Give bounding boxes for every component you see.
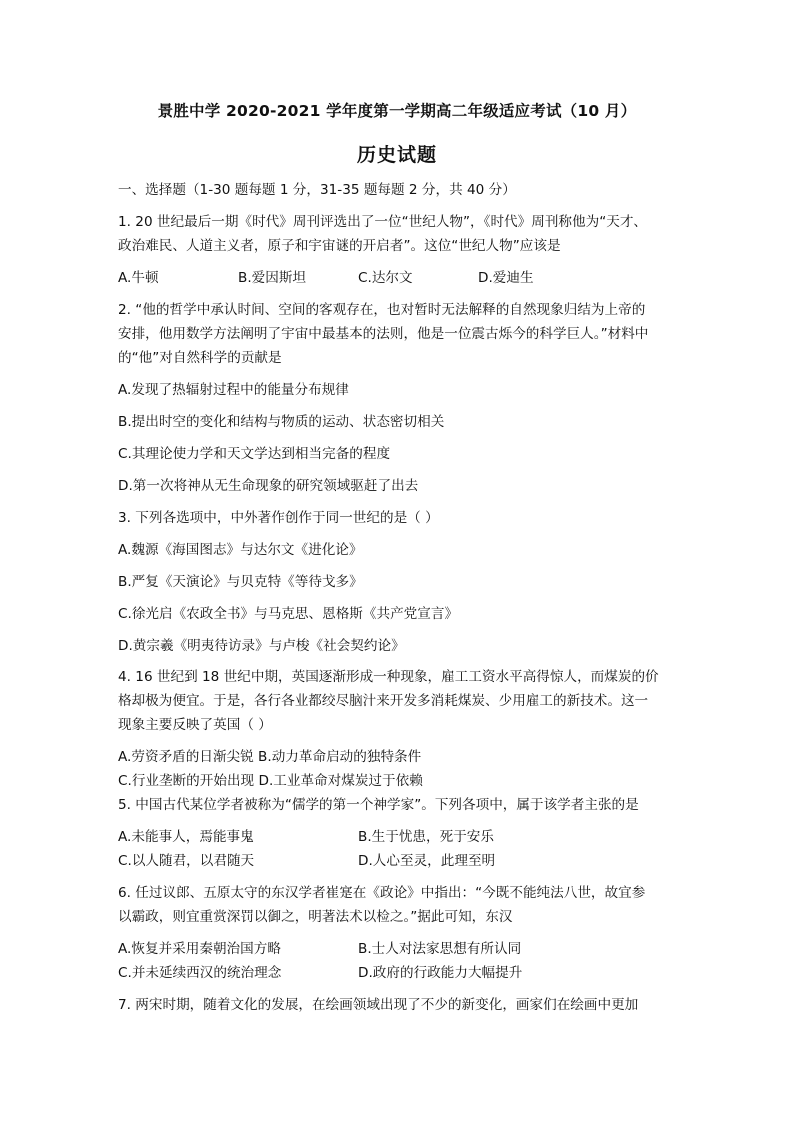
q1-option-a: A.牛顿 xyxy=(118,270,159,286)
q5-option-b: B.生于忧患，死于安乐 xyxy=(358,829,494,845)
q2-option-b: B.提出时空的变化和结构与物质的运动、状态密切相关 xyxy=(118,414,445,430)
q4-stem-line2: 格却极为便宜。于是，各行各业都绞尽脑汁来开发多消耗煤炭、少用雇工的新技术。这一 xyxy=(118,693,649,709)
q6-stem-line1: 6. 任过议郎、五原太守的东汉学者崔寔在《政论》中指出：“今既不能纯法八世，故宜参 xyxy=(118,885,646,901)
q1-stem-line2: 政治难民、人道主义者，原子和宇宙谜的开启者”。这位“世纪人物”应该是 xyxy=(118,238,561,254)
q7-stem-line1: 7. 两宋时期，随着文化的发展，在绘画领域出现了不少的新变化，画家们在绘画中更加 xyxy=(118,997,639,1013)
q2-option-c: C.其理论使力学和天文学达到相当完备的程度 xyxy=(118,446,391,462)
q1-option-d: D.爱迪生 xyxy=(478,270,534,286)
q6-option-d: D.政府的行政能力大幅提升 xyxy=(358,965,523,981)
q6-options-row2 xyxy=(118,964,678,982)
q1-option-b: B.爱因斯坦 xyxy=(238,270,307,286)
q2-option-a: A.发现了热辐射过程中的能量分布规律 xyxy=(118,382,349,398)
q4-options-cd: C.行业垄断的开始出现 D.工业革命对煤炭过于依赖 xyxy=(118,773,423,789)
q5-stem-line1: 5. 中国古代某位学者被称为“儒学的第一个神学家”。下列各项中，属于该学者主张的是 xyxy=(118,797,639,813)
q4-stem-line1: 4. 16 世纪到 18 世纪中期，英国逐渐形成一种现象，雇工工资水平高得惊人，而煤炭的价 xyxy=(118,669,659,685)
q5-option-c: C.以人随君，以君随天 xyxy=(118,853,255,869)
q3-option-b: B.严复《天演论》与贝克特《等待戈多》 xyxy=(118,574,363,590)
exam-title: 景胜中学 2020-2021 学年度第一学期高二年级适应考试（10 月） xyxy=(157,102,637,120)
q6-option-b: B.士人对法家思想有所认同 xyxy=(358,941,522,957)
q6-options-row1 xyxy=(118,940,678,958)
q2-option-d: D.第一次将神从无生命现象的研究领域驱赶了出去 xyxy=(118,478,419,494)
q2-stem-line2: 安排，他用数学方法阐明了宇宙中最基本的法则，他是一位震古烁今的科学巨人。”材料中 xyxy=(118,326,649,342)
q5-options-row1 xyxy=(118,828,678,846)
q1-options xyxy=(118,269,678,287)
q3-option-a: A.魏源《海国图志》与达尔文《进化论》 xyxy=(118,542,363,558)
q3-stem-line1: 3. 下列各选项中，中外著作创作于同一世纪的是（ ） xyxy=(118,510,439,526)
q6-stem-line2: 以霸政，则宜重赏深罚以御之，明著法术以检之。”据此可知，东汉 xyxy=(118,909,513,925)
q3-option-c: C.徐光启《农政全书》与马克思、恩格斯《共产党宣言》 xyxy=(118,606,459,622)
section-heading: 一、选择题（1-30 题每题 1 分，31-35 题每题 2 分，共 40 分） xyxy=(118,182,516,198)
q5-options-row2 xyxy=(118,852,678,870)
q6-option-c: C.并未延续西汉的统治理念 xyxy=(118,965,282,981)
q5-option-a: A.未能事人，焉能事鬼 xyxy=(118,829,254,845)
q1-stem-line1: 1. 20 世纪最后一期《时代》周刊评选出了一位“世纪人物”，《时代》周刊称他为“天才、 xyxy=(118,214,648,230)
q1-option-c: C.达尔文 xyxy=(358,270,413,286)
q4-options-ab: A.劳资矛盾的日渐尖锐 B.动力革命启动的独特条件 xyxy=(118,749,422,765)
q3-option-d: D.黄宗羲《明夷待访录》与卢梭《社会契约论》 xyxy=(118,638,405,654)
q2-stem-line3: 的“他”对自然科学的贡献是 xyxy=(118,350,282,366)
q4-stem-line3: 现象主要反映了英国（ ） xyxy=(118,717,272,733)
q6-option-a: A.恢复并采用秦朝治国方略 xyxy=(118,941,281,957)
exam-subtitle: 历史试题 xyxy=(356,144,437,166)
q5-option-d: D.人心至灵，此理至明 xyxy=(358,853,496,869)
q2-stem-line1: 2. “他的哲学中承认时间、空间的客观存在，也对暂时无法解释的自然现象归结为上帝的 xyxy=(118,302,646,318)
